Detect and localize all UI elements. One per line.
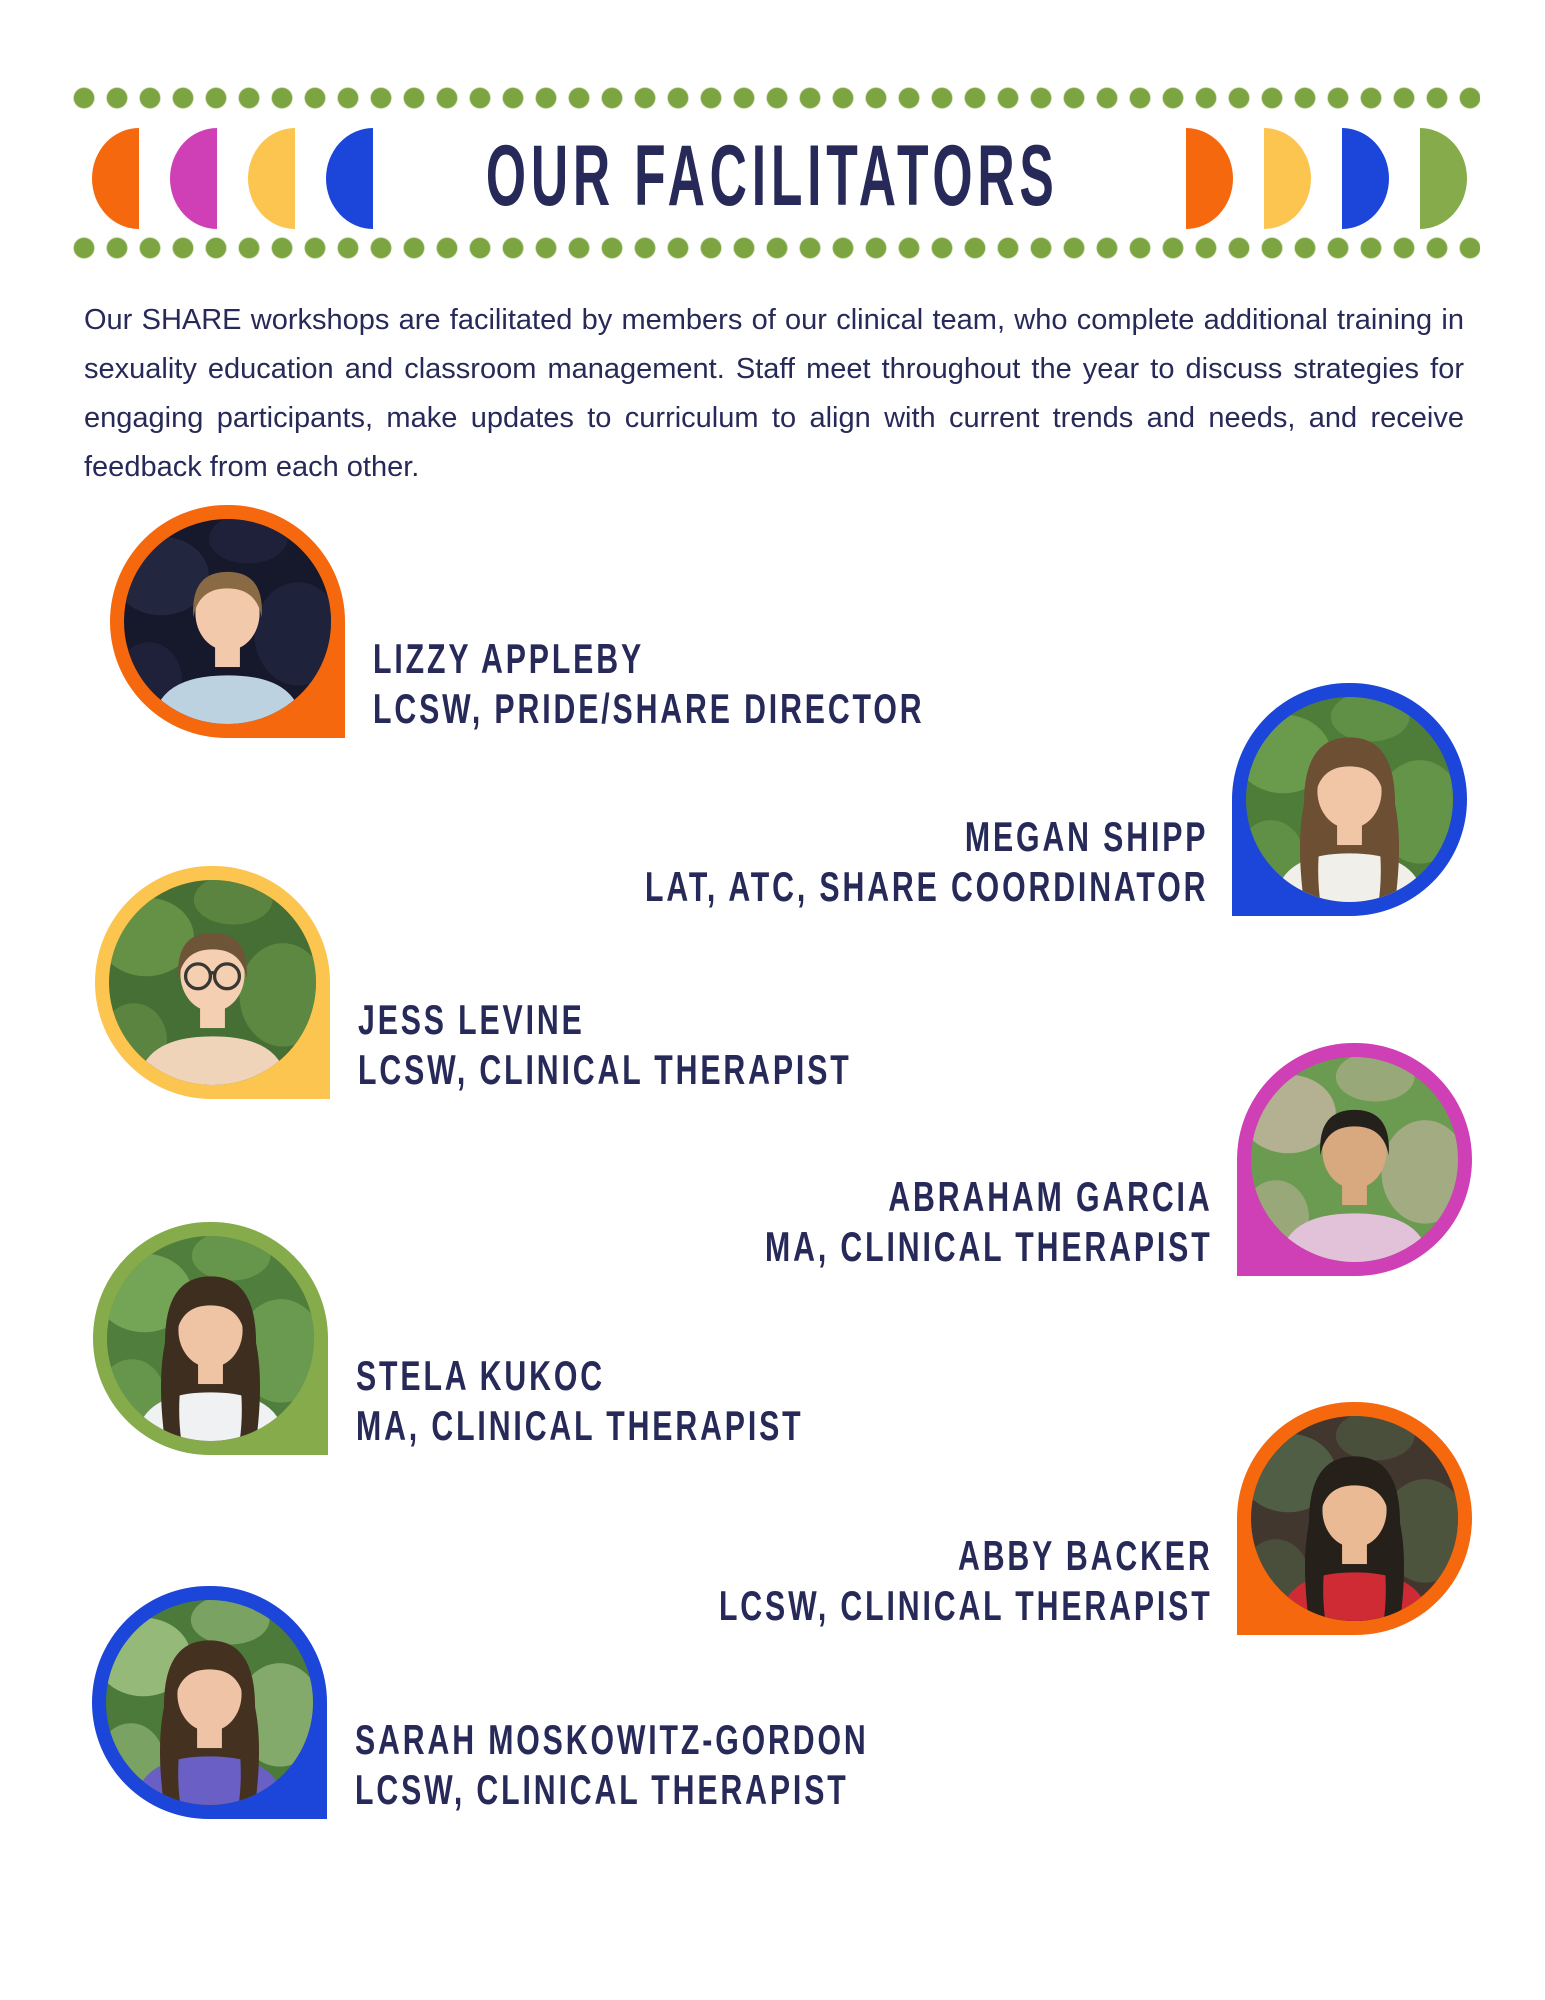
photo-frame (93, 1222, 328, 1455)
page-title-text: OUR FACILITATORS (486, 128, 1059, 224)
facilitator-name: SARAH MOSKOWITZ-GORDON (355, 1716, 869, 1763)
dotted-divider-top (68, 84, 1480, 112)
half-circle-icon (1342, 128, 1389, 229)
photo-frame (1237, 1043, 1472, 1276)
facilitator-caption (355, 1715, 869, 1815)
facilitator-title: MA, CLINICAL THERAPIST (356, 1402, 804, 1449)
facilitator-photo (109, 880, 316, 1085)
facilitator-title: LAT, ATC, SHARE COORDINATOR (644, 863, 1208, 910)
facilitator-name: STELA KUKOC (356, 1352, 605, 1399)
facilitator-photo (1251, 1416, 1458, 1621)
half-circle-icon (1420, 128, 1467, 229)
photo-frame (95, 866, 330, 1099)
facilitator-name: MEGAN SHIPP (964, 813, 1208, 860)
photo-frame (1232, 683, 1467, 916)
facilitator-title: MA, CLINICAL THERAPIST (765, 1223, 1213, 1270)
facilitator-photo (1251, 1057, 1458, 1262)
facilitator-photo (124, 519, 331, 724)
facilitator-photo (107, 1236, 314, 1441)
photo-frame (110, 505, 345, 738)
facilitator-title: LCSW, CLINICAL THERAPIST (358, 1046, 852, 1093)
photo-frame (1237, 1402, 1472, 1635)
facilitator-name: LIZZY APPLEBY (373, 635, 644, 682)
facilitator-name: ABBY BACKER (958, 1532, 1213, 1579)
photo-frame (92, 1586, 327, 1819)
facilitator-card (92, 1586, 1068, 1819)
facilitator-title: LCSW, CLINICAL THERAPIST (719, 1582, 1213, 1629)
facilitator-title: LCSW, PRIDE/SHARE DIRECTOR (373, 685, 925, 732)
intro-paragraph: Our SHARE workshops are facilitated by members of our clinical team, who complete additional training in sexuality education and classroom management. Staff meet throughout the year to discuss strategies for engaging participants, make updates to curriculum to align with current trends and needs, and receive feedback from each other. (84, 304, 1464, 483)
facilitator-name: ABRAHAM GARCIA (888, 1173, 1213, 1220)
half-circle-icon (1264, 128, 1311, 229)
header-shapes-right (1186, 128, 1467, 229)
half-circle-icon (1186, 128, 1233, 229)
facilitator-photo (1246, 697, 1453, 902)
facilitator-name: JESS LEVINE (358, 996, 585, 1043)
facilitator-title: LCSW, CLINICAL THERAPIST (355, 1766, 849, 1813)
facilitator-photo (106, 1600, 313, 1805)
dotted-divider-bottom (68, 234, 1480, 262)
